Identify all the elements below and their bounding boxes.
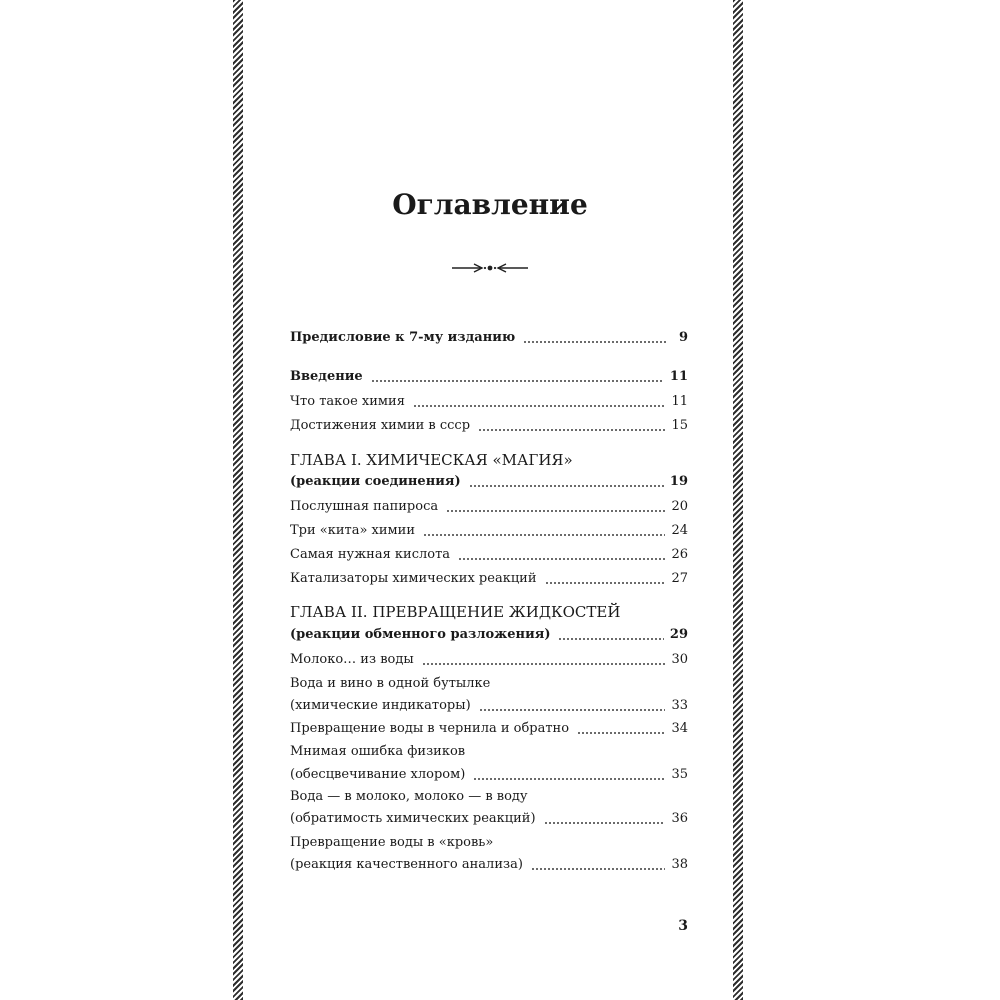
toc-entry-page: 11	[669, 369, 688, 384]
leader-dots	[545, 582, 666, 584]
toc-entry-page: 19	[669, 474, 688, 489]
toc-entry-qualitative-analysis[interactable]	[290, 855, 688, 875]
toc-entry-water-to-milk[interactable]	[290, 787, 688, 807]
leader-dots	[577, 732, 665, 734]
toc-entry-obedient-cigarette[interactable]	[290, 497, 688, 517]
toc-entry-page: 30	[671, 652, 688, 667]
toc-entry-text: (реакции обменного разложения)	[290, 627, 551, 642]
leader-dots	[558, 638, 663, 640]
toc-entry-three-whales[interactable]	[290, 521, 688, 541]
toc-entry-text: Катализаторы химических реакций	[290, 571, 537, 586]
leader-dots	[473, 778, 665, 780]
toc-entry-text: Превращение воды в «кровь»	[290, 835, 494, 850]
toc-entry-text: Что такое химия	[290, 394, 405, 409]
toc-entry-page: 33	[671, 698, 688, 713]
toc-entry-text: Вода и вино в одной бутылке	[290, 676, 491, 691]
leader-dots	[478, 429, 665, 431]
leader-dots	[413, 405, 666, 407]
toc-entry-reversibility[interactable]	[290, 809, 688, 829]
left-decorative-border	[233, 0, 243, 1000]
toc-entry-achievements[interactable]	[290, 416, 688, 436]
toc-entry-page: 27	[671, 571, 688, 586]
toc-entry-page: 15	[671, 418, 688, 433]
leader-dots	[446, 510, 665, 512]
toc-entry-page: 29	[669, 627, 688, 642]
toc-entry-text: Достижения химии в ссср	[290, 418, 471, 433]
toc-entry-text: Молоко… из воды	[290, 652, 414, 667]
toc-entry-text: Предисловие к 7-му изданию	[290, 330, 516, 345]
toc-entry-text: Послушная папироса	[290, 499, 439, 514]
toc-entry-acid[interactable]	[290, 545, 688, 565]
toc-entry-milk-from-water[interactable]	[290, 650, 688, 670]
toc-entry-text: Три «кита» химии	[290, 523, 415, 538]
toc-entry-preface[interactable]	[290, 328, 688, 348]
toc-entry-page: 36	[671, 811, 688, 826]
toc-chapter-2-subtitle[interactable]	[290, 625, 688, 645]
toc-entry-page: 20	[671, 499, 688, 514]
toc-entry-text: (химические индикаторы)	[290, 698, 471, 713]
leader-dots	[422, 663, 666, 665]
toc-entry-text: (обесцвечивание хлором)	[290, 767, 466, 782]
toc-entry-water-and-wine[interactable]	[290, 674, 688, 694]
ornament-divider-icon	[452, 262, 528, 274]
leader-dots	[531, 868, 666, 870]
leader-dots	[544, 822, 666, 824]
leader-dots	[523, 341, 666, 343]
toc-entry-text: (реакция качественного анализа)	[290, 857, 523, 872]
toc-entry-text: (обратимость химических реакций)	[290, 811, 536, 826]
toc-entry-page: 24	[671, 523, 688, 538]
page-title: Оглавление	[392, 188, 588, 221]
toc-entry-water-to-ink[interactable]	[290, 719, 688, 739]
toc-entry-page: 35	[671, 767, 688, 782]
toc-entry-text: (реакции соединения)	[290, 474, 461, 489]
toc-entry-indicators[interactable]	[290, 696, 688, 716]
toc-entry-text: ГЛАВА I. ХИМИЧЕСКАЯ «МАГИЯ»	[290, 451, 573, 469]
toc-entry-introduction[interactable]	[290, 367, 688, 387]
toc-entry-chlorine-bleaching[interactable]	[290, 765, 688, 785]
right-decorative-border	[733, 0, 743, 1000]
leader-dots	[458, 558, 665, 560]
toc-entry-physicists-mistake[interactable]	[290, 742, 688, 762]
leader-dots	[423, 534, 665, 536]
toc-entry-text: Самая нужная кислота	[290, 547, 451, 562]
toc-entry-text: Мнимая ошибка физиков	[290, 744, 466, 759]
toc-entry-text: Вода — в молоко, молоко — в воду	[290, 789, 528, 804]
leader-dots	[371, 380, 664, 382]
toc-entry-catalysts[interactable]	[290, 569, 688, 589]
toc-entry-text: Превращение воды в чернила и обратно	[290, 721, 570, 736]
leader-dots	[479, 709, 666, 711]
toc-entry-what-is-chemistry[interactable]	[290, 392, 688, 412]
leader-dots	[469, 485, 664, 487]
toc-chapter-1-subtitle[interactable]	[290, 472, 688, 492]
toc-chapter-1-heading[interactable]	[290, 450, 688, 470]
toc-entry-text: ГЛАВА II. ПРЕВРАЩЕНИЕ ЖИДКОСТЕЙ	[290, 603, 621, 621]
page-number: 3	[678, 918, 688, 934]
toc-entry-page: 11	[671, 394, 688, 409]
toc-entry-page: 26	[671, 547, 688, 562]
toc-entry-page: 38	[671, 857, 688, 872]
toc-entry-page: 9	[678, 330, 688, 345]
toc-entry-page: 34	[671, 721, 688, 736]
toc-entry-water-to-blood[interactable]	[290, 833, 688, 853]
toc-chapter-2-heading[interactable]	[290, 602, 688, 622]
toc-entry-text: Введение	[290, 369, 363, 384]
